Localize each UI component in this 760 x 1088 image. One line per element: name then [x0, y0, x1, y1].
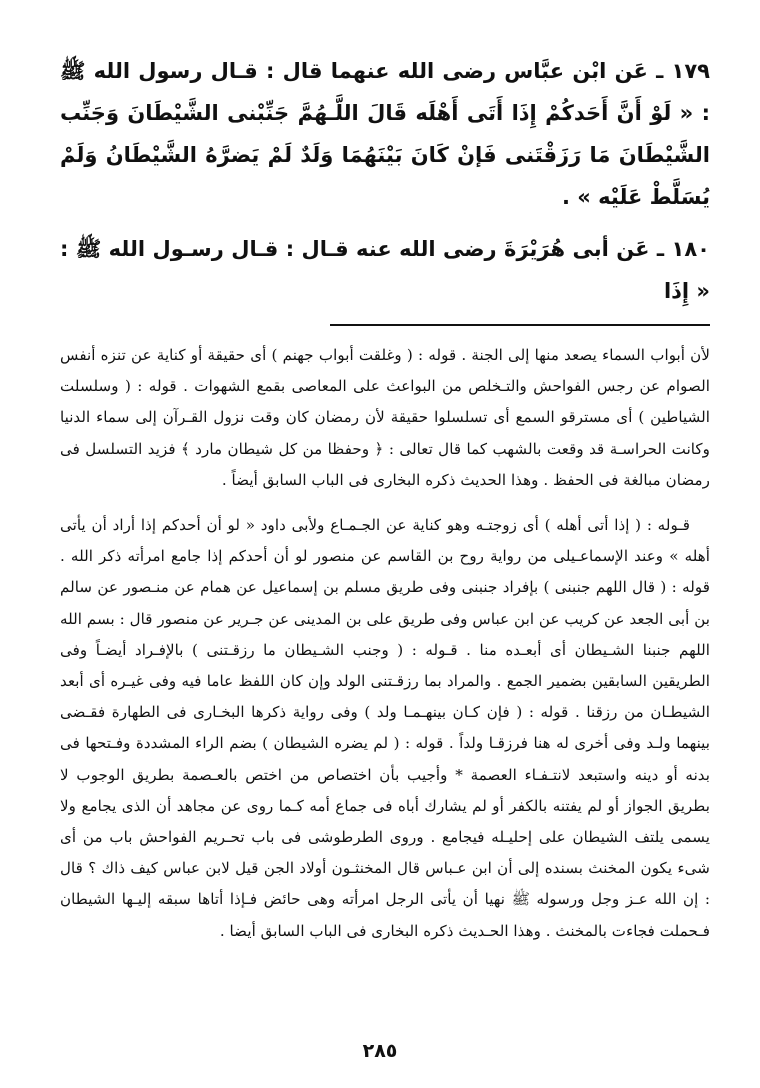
page-number: ٢٨٥	[362, 1040, 398, 1062]
hadith-179: ١٧٩ ـ عَن ابْن عبَّاس رضى الله عنهما قال : قـال رسول الله ﷺ : « لَوْ أَنَّ أَحَدكُمْ إِذَا أَتَى أَهْلَه قَالَ اللَّـهُمَّ جَنِّبْنى الشَّيْطَانَ وَجَنِّب الشَّيْطَانَ مَا رَزَقْتَنى فَإنْ كَانَ بَيْنَهُمَا وَلَدٌ لَمْ يَضرَّهُ الشَّيْطَانُ وَلَمْ يُسَلَّطْ عَلَيْه » .	[60, 59, 710, 209]
commentary-paragraph-2: قـوله : ( إذا أتى أهله ) أى زوجتـه وهو كناية عن الجـمـاع ولأبى داود « لو أن أحدكم إذا أراد أن يأتى أهله » وعند الإسماعـيلى من رواية روح بن القاسم عن منصور لو أن أحدكم إذا جامع امرأته ذكر الله . قوله : ( قال اللهم جنبنى ) بإفراد جنبنى وفى طريق مسلم بن إسماعيل عن همام عن منـصور عن سالم بن أبى الجعد عن كريب عن ابن عباس وفى طريق على بن المدينى عن جـرير عن منصور قال : بسم الله اللهم جنبنا الشـيطان أى أبعـده منا . قـوله : ( وجنب الشـيطان ما رزقـتنى ) بالإفـراد أيضـاً وفى الطريقين السابقين بضمير الجمع . والمراد بما رزقـتنى الولد وإن كان اللفظ عاما فيه وفى غيـره أى أبعد الشيطـان من رزقنا . قوله : ( فإن كـان بينهـمـا ولد ) وفى رواية ذكرها البخـارى فى الطهارة فقـضى بينهما ولـد وفى أخرى له هنا فرزقـا ولداً . قوله : ( لم يضره الشيطان ) بضم الراء المشددة وفـتحها فى بدنه أو دينه واستبعد لانتـفـاء العصمة * وأجيب بأن اختصاص من اختص بالعـصمة بطريق الوجوب لا بطريق الجواز أو لم يفتنه بالكفر أو لم يشارك أباه فى جماع أمه كـما روى عن مجاهد أن الذى يجامع ولا يسمى يلتف الشيطان على إحليـله فيجامع . وروى الطرطوشى فى باب تحـريم الفواحش باب من أى شىء يكون المخنث بسنده إلى أن ابن عـباس قال المخنثـون أولاد الجن قيل لابن عباس كيف ذاك ؟ قال : إن الله عـز وجل ورسوله ﷺ نهيا أن يأتى الرجل امرأته وهى حائض فـإذا أتاها سبقه إليـها الشيطان فـحملت فجاءت بالمخنث . وهذا الحـديث ذكره البخارى فى الباب السابق أيضا .	[60, 516, 710, 940]
book-page	[60, 50, 710, 947]
commentary-paragraph-1: لأن أبواب السماء يصعد منها إلى الجنة . قوله : ( وغلقت أبواب جهنم ) أى حقيقة أو كناية عن تنزه أنفس الصوام عن رجس الفواحش والتـخلص من البواعث على المعاصى بقمع الشهوات . قوله : ( وسلسلت الشياطين ) أى مسترقو السمع أى تسلسلوا حقيقة لأن رمضان كان وقت نزول القـرآن إلى سماء الدنيا وكانت الحراسـة قد وقعت بالشهب كما قال تعالى : ﴿ وحفظا من كل شيطان مارد ﴾ فزيد التسلسل فى رمضان مبالغة فى الحفظ . وهذا الحديث ذكره البخارى فى الباب السابق أيضاً .	[60, 346, 711, 489]
footnote-divider	[330, 324, 710, 326]
hadith-180: ١٨٠ ـ عَن أبى هُرَيْرَةَ رضى الله عنه قـال : قـال رسـول الله ﷺ : « إِذَا	[60, 237, 710, 303]
